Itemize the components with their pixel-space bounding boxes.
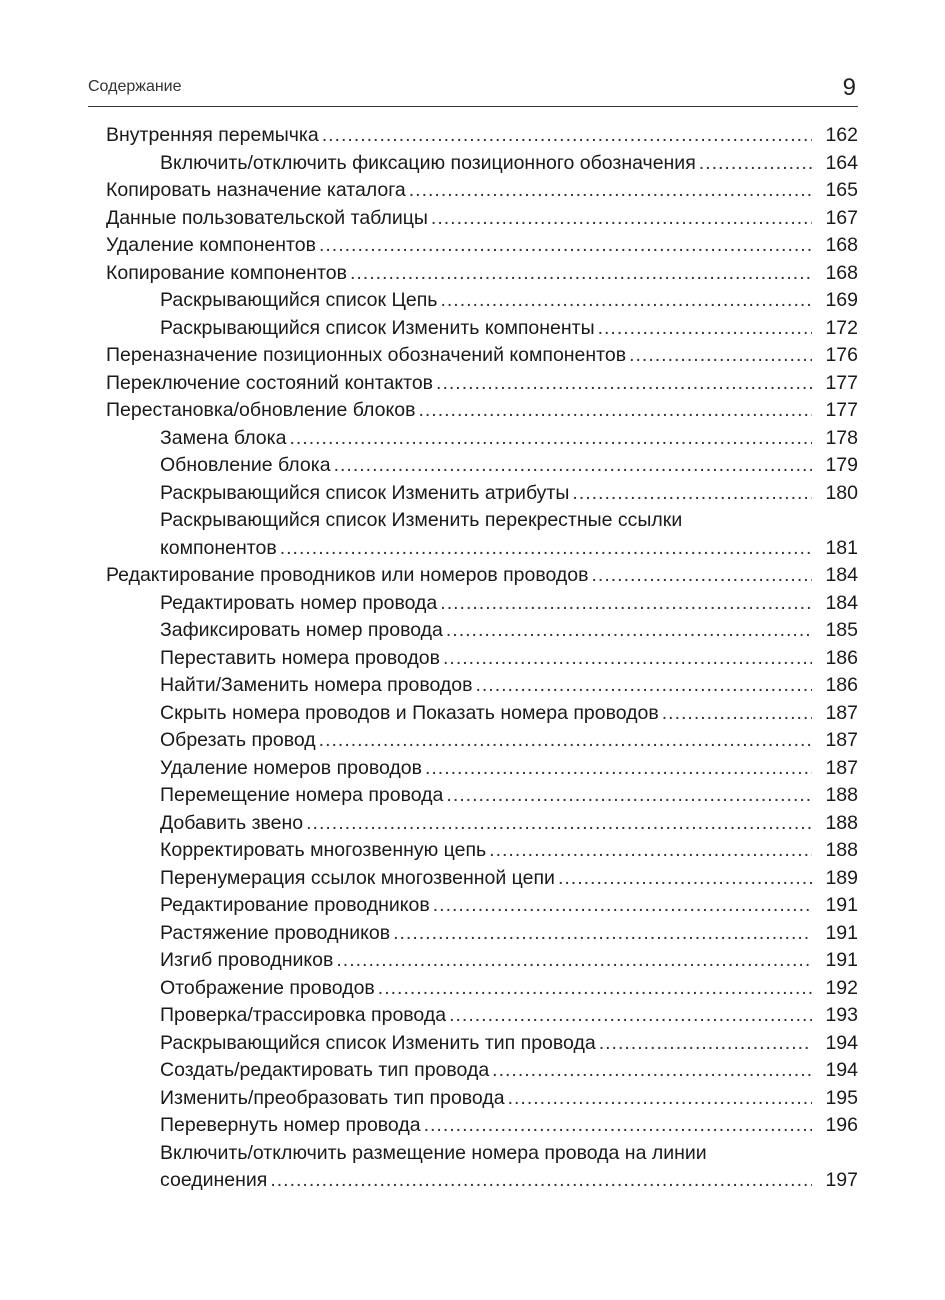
toc-entry [106, 480, 858, 508]
toc-entry-page: 164 [825, 151, 858, 174]
toc-entry [106, 562, 858, 590]
toc-entry [106, 672, 858, 700]
toc-entry [106, 727, 858, 755]
toc-entry [106, 177, 858, 205]
toc-entry-page: 178 [825, 426, 858, 449]
toc-entry-page: 195 [825, 1086, 858, 1109]
toc-entry [106, 205, 858, 233]
page-number: 9 [842, 74, 856, 101]
toc-entry-page: 192 [825, 976, 858, 999]
toc-entry-page: 188 [825, 811, 858, 834]
toc-entry-title: Замена блока [160, 426, 287, 449]
dot-leader [378, 975, 812, 1003]
dot-leader [319, 232, 812, 260]
dot-leader [424, 1112, 812, 1140]
dot-leader [322, 122, 812, 150]
toc-entry-page: 168 [825, 234, 858, 256]
toc-entry-title: Перемещение номера провода [160, 784, 444, 806]
toc-entry [106, 260, 858, 288]
table-of-contents [106, 122, 858, 1195]
toc-entry-page: 177 [825, 371, 858, 394]
toc-entry [106, 507, 858, 535]
toc-entry-page: 194 [825, 1059, 858, 1081]
dot-leader [440, 590, 812, 618]
toc-entry-page: 172 [825, 316, 858, 339]
toc-entry-title: Найти/Заменить номера проводов [160, 674, 473, 696]
toc-entry [106, 865, 858, 893]
toc-entry-title: Раскрывающийся список Изменить атрибуты [160, 481, 570, 504]
toc-entry-page: 184 [825, 591, 858, 614]
page-header [88, 72, 858, 107]
toc-entry-page: 191 [825, 949, 858, 971]
toc-entry-title: соединения [160, 1169, 268, 1191]
toc-entry-title: Скрыть номера проводов и Показать номера проводов [160, 701, 659, 724]
toc-entry [106, 342, 858, 370]
toc-entry [106, 425, 858, 453]
dot-leader [319, 727, 812, 755]
toc-entry [106, 975, 858, 1003]
toc-entry-title: Переназначение позиционных обозначений компонентов [106, 344, 627, 366]
dot-leader [591, 562, 812, 590]
toc-entry-page: 187 [825, 701, 858, 724]
toc-entry [106, 1167, 858, 1195]
toc-entry-title: Удаление компонентов [106, 234, 316, 256]
toc-entry-page: 189 [825, 866, 858, 889]
toc-entry-title: Перенумерация ссылок многозвенной цепи [160, 866, 555, 889]
toc-entry-page: 168 [825, 261, 858, 284]
toc-entry-page: 176 [825, 344, 858, 366]
toc-entry-title: Обновление блока [160, 454, 331, 476]
dot-leader [443, 645, 812, 673]
toc-entry [106, 837, 858, 865]
dot-leader [449, 1002, 812, 1030]
toc-entry [106, 1112, 858, 1140]
toc-entry-page: 167 [825, 206, 858, 229]
toc-entry-page: 188 [825, 839, 858, 861]
toc-entry-title: Проверка/трассировка провода [160, 1004, 447, 1026]
toc-entry [106, 397, 858, 425]
toc-entry [106, 1057, 858, 1085]
toc-entry-title: компонентов [160, 536, 277, 559]
toc-entry [106, 810, 858, 838]
dot-leader [492, 1057, 812, 1085]
toc-entry-title: Раскрывающийся список Цепь [160, 289, 438, 311]
toc-entry [106, 755, 858, 783]
dot-leader [418, 397, 812, 425]
toc-entry-title: Перестановка/обновление блоков [106, 399, 416, 421]
toc-entry-page: 197 [825, 1169, 858, 1191]
toc-entry-title: Добавить звено [160, 811, 304, 834]
toc-entry [106, 782, 858, 810]
toc-entry-title: Редактировать номер провода [160, 591, 438, 614]
dot-leader [336, 947, 812, 975]
toc-entry-title: Копирование компонентов [106, 261, 347, 284]
toc-entry [106, 232, 858, 260]
toc-entry-page: 188 [825, 784, 858, 806]
toc-entry-page: 185 [825, 619, 858, 641]
toc-entry-title: Редактирование проводников [160, 894, 430, 916]
dot-leader [699, 150, 812, 178]
toc-entry [106, 947, 858, 975]
toc-entry-title: Изменить/преобразовать тип провода [160, 1086, 505, 1109]
toc-entry-title: Создать/редактировать тип провода [160, 1059, 490, 1081]
toc-entry-title: Переключение состояний контактов [106, 371, 434, 394]
toc-entry [106, 1002, 858, 1030]
dot-leader [350, 260, 812, 288]
dot-leader [598, 315, 812, 343]
toc-entry-title: Копировать назначение каталога [106, 179, 406, 201]
toc-entry-title: Включить/отключить размещение номера провода на линии [160, 1141, 707, 1164]
dot-leader [440, 287, 812, 315]
toc-entry-page: 162 [825, 124, 858, 146]
toc-entry [106, 645, 858, 673]
toc-entry-page: 165 [825, 179, 858, 201]
dot-leader [393, 920, 812, 948]
dot-leader [425, 755, 812, 783]
toc-entry [106, 535, 858, 563]
dot-leader [662, 700, 812, 728]
toc-entry [106, 287, 858, 315]
dot-leader [436, 370, 812, 398]
toc-entry [106, 892, 858, 920]
dot-leader [629, 342, 812, 370]
toc-entry-page: 187 [825, 729, 858, 751]
toc-entry [106, 315, 858, 343]
toc-entry-page: 193 [825, 1004, 858, 1026]
toc-entry [106, 370, 858, 398]
dot-leader [572, 480, 812, 508]
dot-leader [558, 865, 812, 893]
toc-entry-title: Раскрывающийся список Изменить перекрестные ссылки [160, 509, 683, 531]
dot-leader [446, 782, 812, 810]
toc-entry-title: Включить/отключить фиксацию позиционного обозначения [160, 151, 696, 174]
toc-entry [106, 700, 858, 728]
dot-leader [289, 425, 812, 453]
toc-entry-title: Раскрывающийся список Изменить компоненты [160, 316, 595, 339]
dot-leader [475, 672, 812, 700]
dot-leader [508, 1085, 812, 1113]
toc-entry-title: Корректировать многозвенную цепь [160, 839, 487, 861]
dot-leader [599, 1030, 812, 1058]
toc-entry-page: 187 [825, 756, 858, 779]
toc-entry-title: Зафиксировать номер провода [160, 619, 443, 641]
toc-entry-title: Внутренняя перемычка [106, 124, 319, 146]
running-title: Содержание [88, 78, 182, 95]
toc-entry-title: Изгиб проводников [160, 949, 334, 971]
dot-leader [280, 535, 812, 563]
toc-entry-page: 179 [825, 454, 858, 476]
toc-entry [106, 1140, 858, 1168]
toc-entry [106, 1030, 858, 1058]
toc-entry [106, 617, 858, 645]
toc-entry-title: Данные пользовательской таблицы [106, 206, 428, 229]
dot-leader [489, 837, 812, 865]
toc-entry-page: 177 [825, 399, 858, 421]
toc-entry-page: 196 [825, 1114, 858, 1136]
toc-entry-title: Раскрывающийся список Изменить тип провода [160, 1031, 596, 1054]
toc-entry-title: Обрезать провод [160, 729, 316, 751]
dot-leader [431, 205, 812, 233]
toc-entry [106, 452, 858, 480]
toc-entry-page: 191 [825, 894, 858, 916]
toc-entry-title: Растяжение проводников [160, 921, 391, 944]
dot-leader [334, 452, 812, 480]
toc-entry-page: 181 [825, 536, 858, 559]
toc-entry [106, 590, 858, 618]
dot-leader [306, 810, 812, 838]
toc-entry-page: 186 [825, 674, 858, 696]
toc-entry-page: 191 [825, 921, 858, 944]
toc-entry-page: 184 [825, 564, 858, 586]
toc-entry [106, 150, 858, 178]
toc-entry-title: Удаление номеров проводов [160, 756, 422, 779]
toc-entry [106, 1085, 858, 1113]
toc-entry-page: 194 [825, 1031, 858, 1054]
dot-leader [433, 892, 812, 920]
toc-entry-title: Перевернуть номер провода [160, 1114, 421, 1136]
toc-entry-page: 180 [825, 481, 858, 504]
dot-leader [446, 617, 812, 645]
toc-entry-page: 169 [825, 289, 858, 311]
toc-entry [106, 122, 858, 150]
dot-leader [409, 177, 812, 205]
dot-leader [270, 1167, 812, 1195]
toc-entry-title: Отображение проводов [160, 976, 375, 999]
toc-entry-page: 186 [825, 646, 858, 669]
toc-entry-title: Редактирование проводников или номеров проводов [106, 564, 589, 586]
toc-entry-title: Переставить номера проводов [160, 646, 440, 669]
toc-entry [106, 920, 858, 948]
